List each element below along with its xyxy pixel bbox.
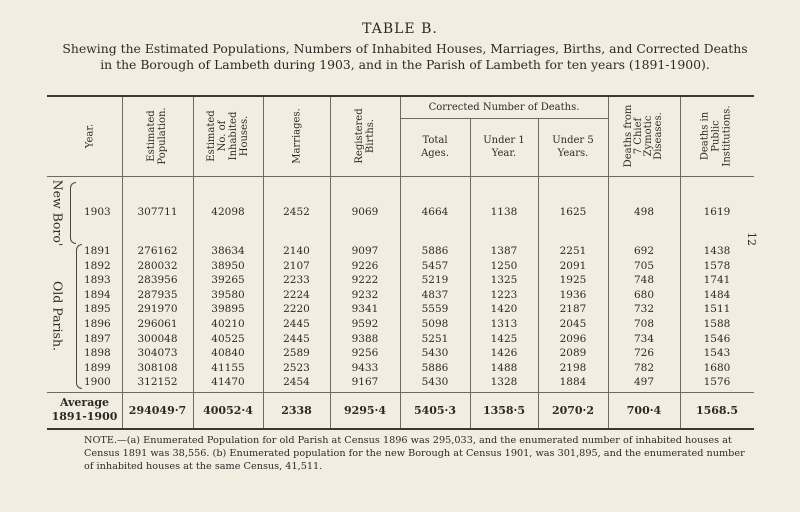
row-year: 1897 (84, 332, 111, 345)
header-marriages: Marriages. (291, 108, 303, 164)
row-year: 1898 (84, 347, 111, 360)
table-cell: 9097 (351, 245, 379, 257)
header-year: Year. (84, 123, 96, 149)
table-cell: 9222 (351, 274, 379, 287)
average-label-line1: Average (59, 396, 110, 409)
table-subtitle: Shewing the Estimated Populations, Numbers of Inhabited Houses, Marriages, Births, and Corrected Deaths in the Borough of Lambeth during 1903, and in the Parish of Lambeth for ten years (1891-1900). (62, 41, 748, 72)
row-year: 1895 (84, 303, 111, 316)
table-cell: 42098 (211, 206, 245, 218)
table-cell: 38950 (211, 259, 245, 272)
table-cell: 497 (633, 376, 655, 389)
row-year: 1903 (84, 206, 111, 218)
table-cell: 5457 (421, 259, 449, 272)
table-cell: 2198 (559, 361, 587, 374)
average-cell: 294049·7 (128, 404, 187, 417)
table-cell: 287935 (137, 288, 178, 301)
table-cell: 708 (633, 318, 655, 330)
row-year: 1892 (84, 259, 111, 272)
table-cell: 1223 (490, 288, 518, 301)
table-cell: 734 (633, 332, 655, 345)
table-cell: 1884 (559, 376, 587, 389)
average-cell: 40052·4 (203, 404, 253, 417)
row-year: 1893 (84, 274, 111, 287)
bottom-rule (47, 428, 754, 430)
table-cell: 680 (633, 288, 655, 301)
table-cell: 9388 (351, 332, 379, 345)
table-cell: 4837 (421, 288, 449, 301)
table-cell: 1325 (490, 274, 518, 287)
table-cell: 1511 (703, 303, 731, 316)
table-cell: 276162 (137, 245, 178, 257)
table-cell: 5098 (421, 318, 449, 330)
table-cell: 308108 (137, 361, 178, 374)
table-cell: 39580 (211, 288, 245, 301)
table-cell: 5219 (421, 274, 449, 287)
table-title: TABLE B. (362, 21, 438, 37)
header-deaths-group: Corrected Number of Deaths. (428, 102, 580, 113)
table-cell: 1488 (490, 361, 518, 374)
table-cell: 41470 (211, 376, 245, 389)
table-cell: 2452 (283, 206, 310, 218)
row-year: 1900 (84, 376, 111, 389)
table-cell: 283956 (137, 274, 178, 287)
group-label-new-boro: New Boro' (50, 179, 66, 247)
table-cell: 1936 (559, 288, 587, 301)
table-cell: 1328 (490, 376, 518, 389)
table-cell: 2089 (559, 347, 587, 360)
header-institutions: Deaths in Public Institutions. (699, 105, 733, 167)
header-under-5: Under 5 Years. (552, 135, 594, 159)
table-cell: 5251 (421, 332, 449, 345)
header-population: Estimated Population. (146, 107, 168, 165)
table-cell: 1250 (490, 259, 518, 272)
table-cell: 782 (633, 361, 655, 374)
row-year: 1894 (84, 288, 111, 301)
table-cell: 38634 (211, 245, 245, 257)
table-cell: 1387 (490, 245, 518, 257)
table-cell: 2224 (283, 288, 310, 301)
table-cell: 2045 (559, 318, 587, 330)
table-cell: 2454 (283, 376, 310, 389)
table-cell: 4664 (421, 206, 449, 218)
table-cell: 41155 (211, 361, 245, 374)
page-number: 12 (745, 232, 758, 246)
table-cell: 300048 (137, 332, 178, 345)
table-cell: 40840 (211, 347, 245, 360)
average-cell: 1358·5 (482, 404, 526, 417)
table-cell: 2523 (283, 361, 310, 374)
table-cell: 2107 (283, 259, 310, 272)
average-cell: 700·4 (626, 404, 662, 417)
table-cell: 307711 (137, 206, 178, 218)
table-cell: 5559 (421, 303, 449, 316)
average-cell: 5405·3 (413, 404, 457, 417)
table-cell: 1625 (559, 206, 587, 218)
table-cell: 9069 (351, 206, 379, 218)
table-cell: 1578 (703, 259, 731, 272)
table-cell: 291970 (137, 303, 178, 316)
table-cell: 9232 (351, 288, 379, 301)
table-cell: 2251 (559, 245, 587, 257)
header-zymotic: Deaths from 7 Chief Zymotic Diseases. (623, 104, 664, 168)
table-cell: 2445 (283, 332, 310, 345)
table-cell: 2096 (559, 332, 587, 345)
table-cell: 280032 (137, 259, 178, 272)
table-cell: 39265 (211, 274, 245, 287)
table-cell: 9256 (351, 347, 379, 360)
table-cell: 40525 (211, 332, 245, 345)
table-cell: 1925 (559, 274, 587, 287)
table-cell: 304073 (137, 347, 178, 360)
table-cell: 5886 (421, 245, 449, 257)
table-cell: 9433 (351, 361, 379, 374)
table-cell: 1741 (703, 274, 731, 287)
table-cell: 2091 (559, 259, 587, 272)
table-cell: 1546 (703, 332, 731, 345)
brace-old-parish (76, 244, 82, 389)
table-cell: 1543 (703, 347, 731, 360)
table-cell: 1138 (490, 206, 518, 218)
row-year: 1891 (84, 245, 111, 257)
header-under-1: Under 1 Year. (483, 135, 525, 159)
group-label-old-parish: Old Parish. (50, 281, 66, 351)
table-cell: 9167 (351, 376, 379, 389)
average-cell: 2338 (281, 404, 312, 417)
table-cell: 1619 (703, 206, 731, 218)
header-births: Registered Births. (354, 108, 376, 164)
table-cell: 1680 (703, 361, 731, 374)
table-cell: 1425 (490, 332, 518, 345)
header-total-ages: Total Ages. (421, 135, 449, 159)
table-cell: 40210 (211, 318, 245, 330)
average-cell: 2070·2 (551, 404, 595, 417)
average-label-line2: 1891-1900 (51, 410, 118, 423)
table-cell: 312152 (137, 376, 178, 389)
table-cell: 9592 (351, 318, 379, 330)
table-cell: 296061 (137, 318, 178, 330)
table-cell: 1588 (703, 318, 731, 330)
table-cell: 748 (633, 274, 655, 287)
table-cell: 2589 (283, 347, 310, 360)
average-cell: 1568.5 (695, 404, 739, 417)
table-cell: 732 (633, 303, 655, 316)
table-cell: 5430 (421, 376, 449, 389)
table-cell: 1576 (703, 376, 731, 389)
row-year: 1896 (84, 318, 111, 330)
header-houses: Estimated No. of Inhabited Houses. (206, 110, 250, 162)
table-cell: 1484 (703, 288, 731, 301)
table-cell: 9341 (351, 303, 379, 316)
average-cell: 9295·4 (343, 404, 387, 417)
table-cell: 692 (633, 245, 655, 257)
table-cell: 9226 (351, 259, 379, 272)
footnote: NOTE.—(a) Enumerated Population for old Parish at Census 1896 was 295,033, and the enumerated number of inhabited houses at Census 1891 was 38,556. (b) Enumerated population for the new Borough at Census 1901, was 301,895, and the enumerated number of inhabited houses at the same Census, 41,511. (84, 435, 745, 472)
table-cell: 1426 (490, 347, 518, 360)
table-cell: 2140 (283, 245, 310, 257)
table-cell: 498 (633, 206, 655, 218)
table-cell: 2445 (283, 318, 310, 330)
table-cell: 5430 (421, 347, 449, 360)
row-year: 1899 (84, 361, 111, 374)
deaths-group-rule (400, 118, 608, 119)
table-cell: 2220 (283, 303, 310, 316)
table-cell: 705 (633, 259, 655, 272)
table-cell: 5886 (421, 361, 449, 374)
table-cell: 2187 (559, 303, 587, 316)
table-cell: 726 (633, 347, 655, 360)
table-cell: 1420 (490, 303, 518, 316)
table-cell: 39895 (211, 303, 245, 316)
brace-new-boro (70, 182, 76, 244)
table-cell: 1438 (703, 245, 731, 257)
table-cell: 1313 (490, 318, 518, 330)
table-cell: 2233 (283, 274, 310, 287)
